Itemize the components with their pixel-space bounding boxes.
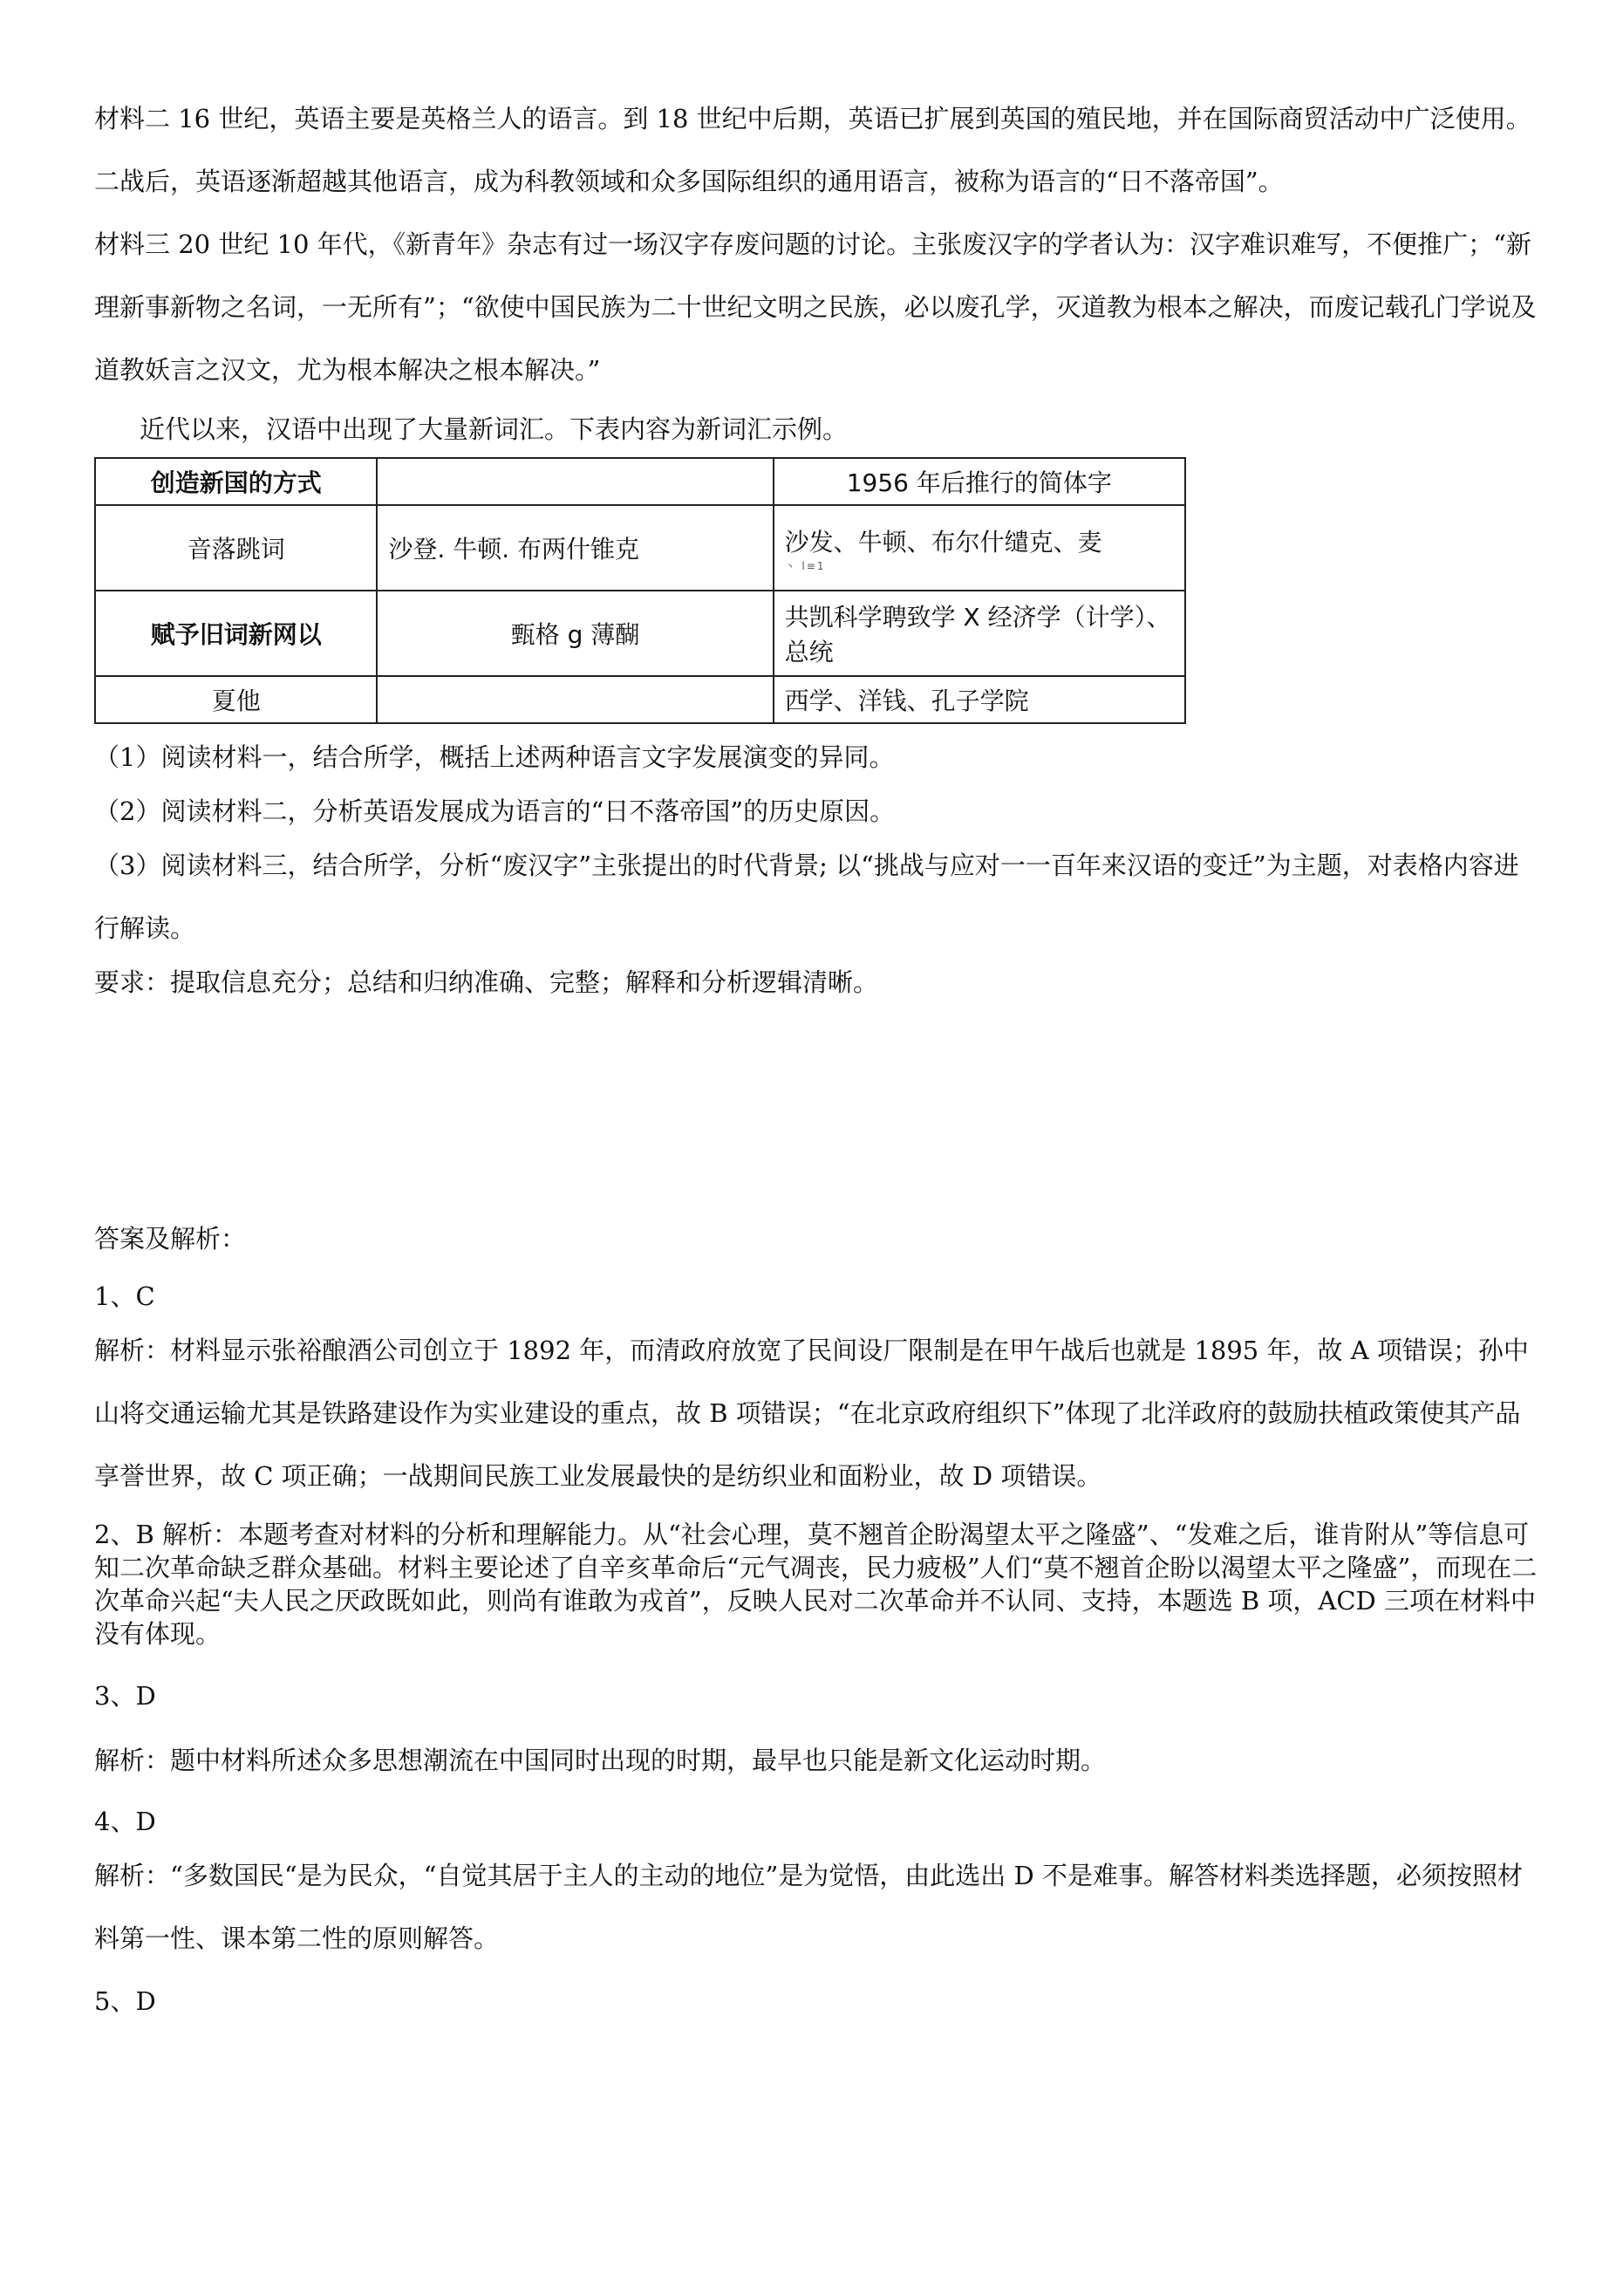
answer-2-text: 2、B 解析：本题考查对材料的分析和理解能力。从“社会心理，莫不翘首企盼渴望太平之隆盛”、“发难之后，谁肯附从”等信息可知二次革命缺乏群众基础。材料主要论述了自辛亥革命后“元气凋丧，民力疲极”人们“莫不翘首企盼以渴望太平之隆盛”，而现在二次革命兴起“夫人民之厌政既如此，则尚有谁敢为戎首”，反映人民对二次革命并不认同、支持，本题选 B 项，ACD 三项在材料中没有体现。 [94,1520,1538,1649]
table-row [95,676,1185,723]
answer-1-num: 1、C [94,1281,155,1311]
material-three: 材料三 20 世纪 10 年代，《新青年》杂志有过一场汉字存废问题的讨论。主张废汉字的学者认为：汉字难识难写，不便推广；“新理新事新物之名词，一无所有”；“欲使中国民族为二十世纪文明之民族，必以废孔学，灭道教为根本之解决，而废记载孔门学说及道教妖言之汉文，尤为根本解决之根本解决。” [94,229,1537,385]
requirement: 要求：提取信息充分；总结和归纳准确、完整；解释和分析逻辑清晰。 [94,967,879,997]
answer-4-num: 4、D [94,1807,156,1836]
row1-smudge-text: 丶 l≡1 [784,559,826,572]
row1-simplified-text: 沙发、牛顿、布尔什缱克、麦 [784,527,1102,557]
question-3: （3）阅读材料三，结合所学，分析“废汉字”主张提出的时代背景; 以“挑战与应对一一百年来汉语的变迁”为主题，对表格内容进行解读。 [94,851,1519,943]
answer-3-num: 3、D [94,1681,156,1711]
row3-simplified: 西学、洋钱、孔子学院 [774,676,1185,723]
table-intro: 近代以来，汉语中出现了大量新词汇。下表内容为新词汇示例。 [140,414,849,444]
row1-simplified [774,505,1185,591]
answer-4-text: 解析：“多数国民“是为民众，“自觉其居于主人的主动的地位”是为觉悟，由此选出 D 不是难事。解答材料类选择题，必须按照材料第一性、课本第二性的原则解答。 [94,1861,1523,1953]
row2-method: 赋予旧词新网以 [95,591,377,676]
answers-title: 答案及解析： [94,1224,247,1254]
table-header-row [95,458,1185,505]
question-2: （2）阅读材料二，分析英语发展成为语言的“日不落帝国”的历史原因。 [94,796,896,826]
row2-example: 甄格 g 薄醐 [377,591,773,676]
vocab-table [94,457,1186,724]
row1-method: 音落跳词 [95,505,377,591]
answer-3-text: 解析：题中材料所述众多思想潮流在中国同时出现的时期，最早也只能是新文化运动时期。 [94,1746,1107,1775]
header-cell-method: 创造新国的方式 [95,458,377,505]
header-cell-blank [377,458,773,505]
table-row [95,591,1185,676]
row3-example [377,676,773,723]
document-page [94,103,1542,2017]
row3-method: 夏他 [95,676,377,723]
row2-simplified: 共凯科学聘致学 X 经济学（计学）、总统 [774,591,1185,676]
question-1: （1）阅读材料一，结合所学，概括上述两种语言文字发展演变的异同。 [94,742,895,772]
header-cell-simplified: 1956 年后推行的简体字 [774,458,1185,505]
table-row [95,505,1185,591]
answer-1-text: 解析：材料显示张裕酿酒公司创立于 1892 年，而清政府放宽了民间设厂限制是在甲午战后也就是 1895 年，故 A 项错误；孙中山将交通运输尤其是铁路建设作为实业建设的重点，故 B 项错误；“在北京政府组织下”体现了北洋政府的鼓励扶植政策使其产品享誉世界，故 C 项正确；一战期间民族工业发展最快的是纺织业和面粉业，故 D 项错误。 [94,1336,1529,1491]
answer-5-num: 5、D [94,1986,156,2016]
row1-example: 沙登. 牛顿. 布两什锥克 [377,505,773,591]
material-two: 材料二 16 世纪，英语主要是英格兰人的语言。到 18 世纪中后期，英语已扩展到英国的殖民地，并在国际商贸活动中广泛使用。二战后，英语逐渐超越其他语言，成为科教领域和众多国际组织的通用语言，被称为语言的“日不落帝国”。 [94,104,1531,196]
